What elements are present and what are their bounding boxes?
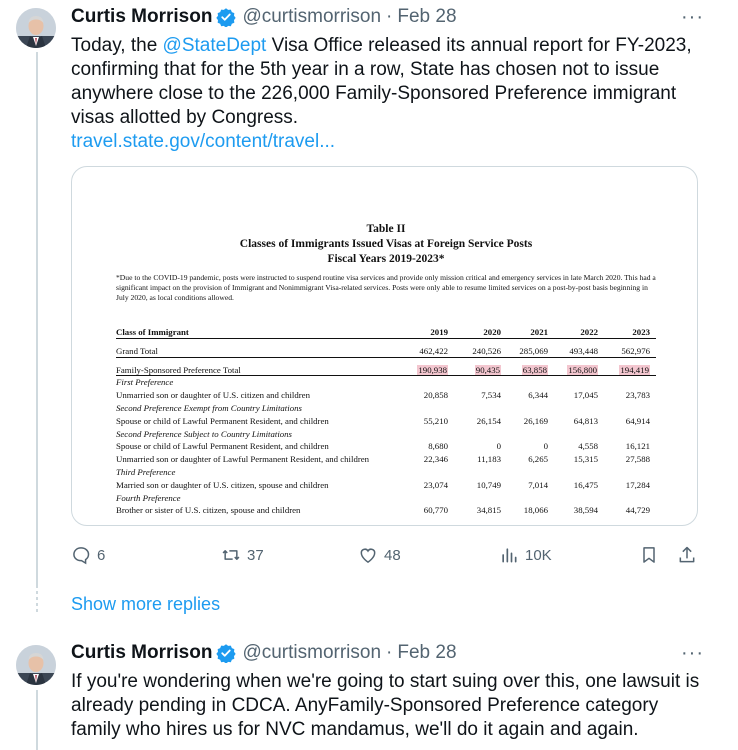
header-label: Class of Immigrant bbox=[116, 327, 189, 337]
cell: 44,729 bbox=[625, 505, 650, 516]
more-options-icon[interactable]: ··· bbox=[681, 642, 704, 664]
author-name[interactable]: Curtis Morrison bbox=[71, 6, 213, 27]
views-button[interactable] bbox=[499, 545, 552, 565]
tweet-text bbox=[71, 34, 711, 154]
cell: 462,422 bbox=[419, 345, 448, 356]
cell bbox=[398, 364, 448, 377]
row-label: Spouse or child of Lawful Permanent Resident, and children bbox=[116, 415, 329, 426]
table-body bbox=[116, 376, 656, 517]
tweet-header bbox=[71, 6, 457, 28]
show-more-replies-link[interactable]: Show more replies bbox=[71, 594, 221, 614]
verified-badge-icon bbox=[216, 643, 236, 663]
cell bbox=[498, 364, 548, 377]
share-button[interactable] bbox=[677, 545, 697, 565]
cell: 0 bbox=[543, 441, 548, 452]
row-label: Spouse or child of Lawful Permanent Resident, and children bbox=[116, 441, 329, 452]
thread-line bbox=[36, 690, 38, 750]
highlighted-value: 194,419 bbox=[620, 364, 649, 375]
author-handle[interactable]: @curtismorrison bbox=[242, 642, 382, 663]
retweet-icon bbox=[221, 545, 241, 565]
tweet-text bbox=[71, 670, 711, 742]
cell: 493,448 bbox=[569, 345, 598, 356]
retweet-count: 37 bbox=[247, 546, 264, 564]
cell: 7,014 bbox=[528, 479, 548, 490]
bookmark-button[interactable] bbox=[639, 545, 659, 565]
cell: 64,813 bbox=[573, 415, 598, 426]
cell bbox=[451, 364, 501, 377]
cell bbox=[548, 364, 598, 377]
table-row bbox=[116, 415, 656, 428]
row-label: Unmarried son or daughter of U.S. citizen and children bbox=[116, 390, 310, 401]
table-row bbox=[116, 453, 656, 466]
reply-icon bbox=[71, 545, 91, 565]
doc-title: Table II bbox=[366, 223, 406, 235]
row-label: Unmarried son or daughter of Lawful Permanent Resident, and children bbox=[116, 454, 370, 465]
like-button[interactable] bbox=[358, 545, 401, 565]
url-link[interactable]: travel.state.gov/content/travel... bbox=[71, 131, 336, 152]
cell: 240,526 bbox=[472, 345, 501, 356]
doc-table bbox=[116, 326, 656, 517]
table-section-row bbox=[116, 402, 656, 415]
avatar-photo-icon bbox=[16, 645, 56, 685]
table-row bbox=[116, 504, 656, 517]
more-options-icon[interactable]: ··· bbox=[681, 6, 704, 28]
share-icon bbox=[677, 545, 697, 565]
tweet-text-part: Visa Office released its annual report for FY-2023, confirming that for the 5th year in a row, State has chosen not to issue anywhere close to the 226,000 Family-Sponsored Preference immigrant visas allotted by Congress. bbox=[71, 35, 692, 128]
doc-note: *Due to the COVID-19 pandemic, posts were instructed to suspend routine visa services and provide only mission critical and emergency services in late March 2020. This had a significant impact on the provision of Immigrant and Nonimmigrant Visa-related services. Posts were only able to resume limited services on a post-by-post basis beginning in July 2020, as local conditions allowed. bbox=[116, 273, 656, 302]
table-header bbox=[116, 326, 656, 339]
cell: 10,749 bbox=[476, 479, 501, 490]
table-section-row bbox=[116, 492, 656, 505]
retweet-button[interactable] bbox=[221, 545, 264, 565]
header-year: 2021 bbox=[530, 327, 548, 337]
cell: 38,594 bbox=[573, 505, 598, 516]
family-total-row bbox=[116, 364, 656, 377]
highlighted-value: 90,435 bbox=[475, 364, 500, 375]
cell: 27,588 bbox=[625, 454, 650, 465]
avatar[interactable] bbox=[16, 8, 56, 48]
cell: 8,680 bbox=[428, 441, 448, 452]
tweet-text-part: If you're wondering when we're going to start suing over this, one lawsuit is already pending in CDCA. AnyFamily-Sponsored Preference category family who hires us for NVC mandamus, we'll do it again and again. bbox=[71, 671, 700, 740]
highlighted-value: 190,938 bbox=[418, 364, 447, 375]
cell: 11,183 bbox=[477, 454, 501, 465]
cell: 15,315 bbox=[573, 454, 598, 465]
cell: 60,770 bbox=[423, 505, 448, 516]
cell: 23,783 bbox=[625, 390, 650, 401]
table-row bbox=[116, 479, 656, 492]
heart-icon bbox=[358, 545, 378, 565]
row-label: Family-Sponsored Preference Total bbox=[116, 364, 241, 375]
cell: 6,265 bbox=[528, 454, 548, 465]
reply-button[interactable] bbox=[71, 545, 105, 565]
header-year: 2019 bbox=[430, 327, 448, 337]
thread-dots bbox=[36, 585, 38, 615]
row-label: Grand Total bbox=[116, 345, 158, 356]
author-name[interactable]: Curtis Morrison bbox=[71, 642, 213, 663]
row-label: First Preference bbox=[116, 377, 174, 388]
grand-total-row bbox=[116, 345, 656, 358]
header-year: 2023 bbox=[632, 327, 650, 337]
tweet-date[interactable]: Feb 28 bbox=[397, 642, 457, 663]
cell: 16,475 bbox=[573, 479, 598, 490]
cell: 16,121 bbox=[625, 441, 650, 452]
tweet-text-part: Today, the bbox=[71, 35, 163, 56]
cell: 34,815 bbox=[476, 505, 501, 516]
cell: 22,346 bbox=[423, 454, 448, 465]
cell: 17,284 bbox=[625, 479, 650, 490]
document-image bbox=[116, 222, 656, 516]
cell: 26,169 bbox=[523, 415, 548, 426]
view-count: 10K bbox=[525, 546, 552, 564]
avatar-photo-icon bbox=[16, 8, 56, 48]
cell: 55,210 bbox=[423, 415, 448, 426]
cell: 6,344 bbox=[528, 390, 548, 401]
tweet-date[interactable]: Feb 28 bbox=[397, 6, 457, 27]
verified-badge-icon bbox=[216, 7, 236, 27]
separator: · bbox=[386, 642, 393, 663]
row-label: Third Preference bbox=[116, 466, 176, 477]
thread-line bbox=[36, 52, 38, 587]
avatar[interactable] bbox=[16, 645, 56, 685]
row-label: Brother or sister of U.S. citizen, spouse and children bbox=[116, 505, 301, 516]
table-section-row bbox=[116, 376, 656, 389]
cell: 64,914 bbox=[625, 415, 650, 426]
reply-count: 6 bbox=[97, 546, 106, 564]
row-label: Second Preference Exempt from Country Limitations bbox=[116, 402, 302, 413]
cell: 0 bbox=[496, 441, 501, 452]
cell: 4,558 bbox=[578, 441, 598, 452]
highlighted-value: 156,800 bbox=[568, 364, 597, 375]
mention-link[interactable]: @StateDept bbox=[162, 35, 267, 56]
doc-years: Fiscal Years 2019-2023* bbox=[327, 253, 445, 265]
cell bbox=[600, 364, 650, 377]
cell: 285,069 bbox=[519, 345, 548, 356]
tweet-actions bbox=[71, 545, 701, 569]
author-handle[interactable]: @curtismorrison bbox=[242, 6, 382, 27]
separator: · bbox=[386, 6, 393, 27]
cell: 7,534 bbox=[481, 390, 501, 401]
table-section-row bbox=[116, 428, 656, 441]
highlighted-value: 63,858 bbox=[522, 364, 547, 375]
header-year: 2020 bbox=[483, 327, 501, 337]
row-label: Married son or daughter of U.S. citizen, spouse and children bbox=[116, 479, 329, 490]
bookmark-icon bbox=[639, 545, 659, 565]
table-row bbox=[116, 389, 656, 402]
table-section-row bbox=[116, 466, 656, 479]
cell: 17,045 bbox=[573, 390, 598, 401]
cell: 26,154 bbox=[476, 415, 501, 426]
analytics-icon bbox=[499, 545, 519, 565]
doc-subtitle: Classes of Immigrants Issued Visas at Foreign Service Posts bbox=[239, 238, 533, 250]
cell: 562,976 bbox=[621, 345, 650, 356]
tweet-header bbox=[71, 642, 457, 664]
table-row bbox=[116, 440, 656, 453]
row-label: Fourth Preference bbox=[116, 492, 181, 503]
header-year: 2022 bbox=[580, 327, 598, 337]
row-label: Second Preference Subject to Country Limitations bbox=[116, 428, 292, 439]
media-image[interactable] bbox=[71, 166, 698, 526]
cell: 23,074 bbox=[423, 479, 448, 490]
cell: 18,066 bbox=[523, 505, 548, 516]
cell: 20,858 bbox=[423, 390, 448, 401]
like-count: 48 bbox=[384, 546, 401, 564]
